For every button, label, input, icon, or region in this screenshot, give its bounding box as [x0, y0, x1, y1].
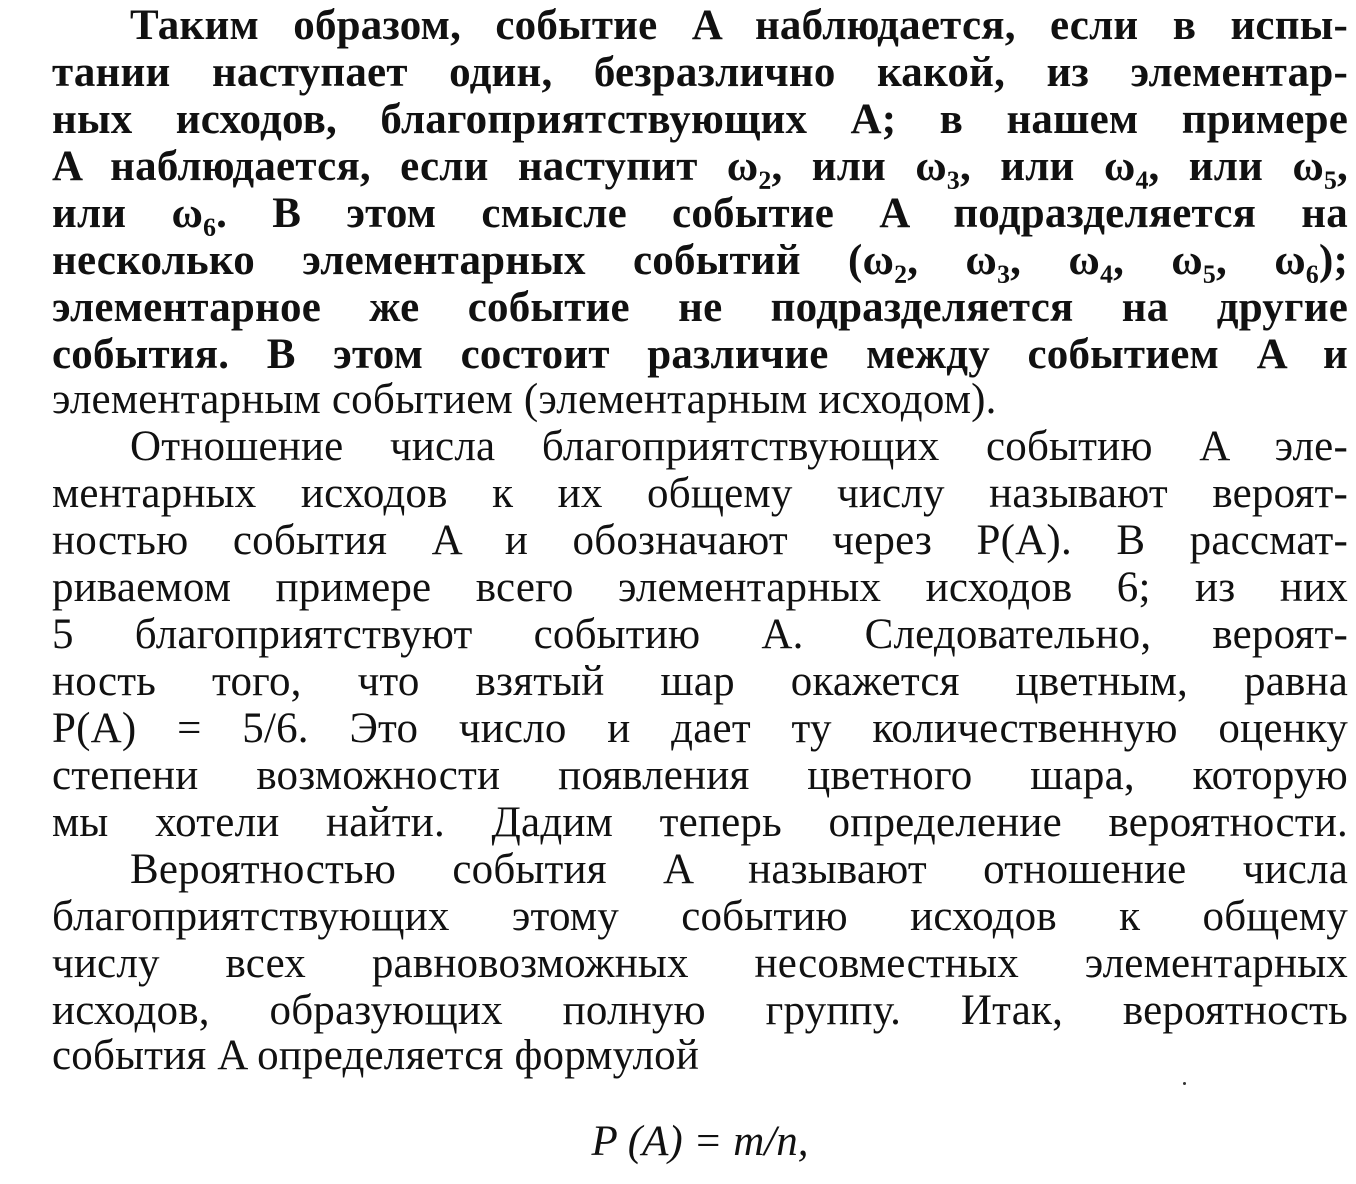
text-line: ных исходов, благоприятствующих A; в нашем примере [52, 96, 1348, 143]
text-line: риваемом примере всего элементарных исходов 6; из них [52, 564, 1348, 611]
text-line: A наблюдается, если наступит ω₂, или ω₃, или ω₄, или ω₅, [52, 143, 1348, 190]
text-line: мы хотели найти. Дадим теперь определение вероятности. [52, 799, 1348, 846]
text-line: ность того, что взятый шар окажется цветным, равна [52, 658, 1348, 705]
text-line: степени возможности появления цветного шара, которую [52, 752, 1348, 799]
text-line: благоприятствующих этому событию исходов к общему [52, 893, 1348, 940]
text-line: элементарное же событие не подразделяется на другие [52, 284, 1348, 331]
text-line: Таким образом, событие A наблюдается, если в испы- [130, 2, 1348, 49]
text-line: несколько элементарных событий (ω₂, ω₃, ω₄, ω₅, ω₆); [52, 237, 1348, 284]
text-line: числу всех равновозможных несовместных элементарных [52, 940, 1348, 987]
text-line: события A определяется формулой [52, 1032, 700, 1079]
text-line: 5 благоприятствуют событию A. Следовательно, вероят- [52, 611, 1348, 658]
text-line: исходов, образующих полную группу. Итак, вероятность [52, 987, 1348, 1034]
text-line: Вероятностью события A называют отношение числа [130, 846, 1348, 893]
text-line: события. В этом состоит различие между событием A и [52, 331, 1348, 378]
scan-speck [1183, 1082, 1186, 1085]
probability-formula [52, 1118, 1348, 1166]
text-line: P(A) = 5/6. Это число и дает ту количественную оценку [52, 705, 1348, 752]
text-line: элементарным событием (элементарным исходом). [52, 376, 997, 423]
text-line: Отношение числа благоприятствующих событию A эле- [130, 423, 1348, 470]
text-line: или ω₆. В этом смысле событие A подразделяется на [52, 190, 1348, 237]
text-line: тании наступает один, безразлично какой, из элементар- [52, 49, 1348, 96]
text-line: ментарных исходов к их общему числу называют вероят- [52, 470, 1348, 517]
formula-text: P (A) = m/n, [591, 1118, 809, 1165]
text-line: ностью события A и обозначают через P(A). В рассмат- [52, 517, 1348, 564]
